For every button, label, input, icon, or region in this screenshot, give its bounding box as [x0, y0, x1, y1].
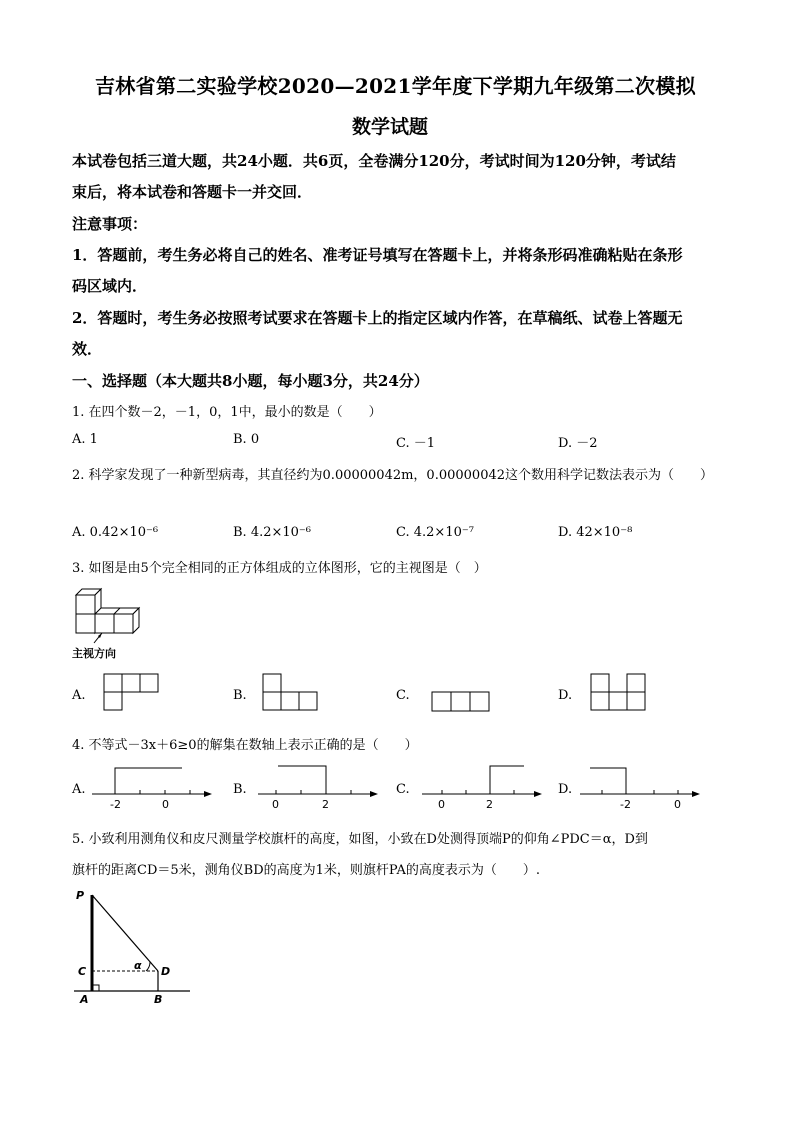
q3-option-d[interactable]: D. [558, 688, 573, 703]
q2-option-d[interactable]: D. 42×10⁻⁸ [558, 525, 633, 540]
q5-label-alpha: α [134, 959, 142, 972]
q4-option-d-numberline [578, 762, 703, 812]
q1-option-b[interactable]: B. 0 [233, 432, 260, 447]
q4-option-b[interactable]: B. [233, 782, 247, 797]
q3-option-b[interactable]: B. [233, 688, 247, 703]
q4-option-b-numberline [256, 762, 381, 812]
q4b-tick-left: 0 [272, 798, 279, 811]
q4a-tick-left: -2 [110, 798, 121, 811]
q5-label-b: B [154, 993, 163, 1006]
notice-2-line-2: 效． [72, 340, 103, 358]
q1-option-d[interactable]: D. －2 [558, 436, 598, 451]
q2-option-c[interactable]: C. 4.2×10⁻⁷ [396, 525, 474, 540]
notice-2-line-1: 2．答题时，考生务必按照考试要求在答题卡上的指定区域内作答，在草稿纸、试卷上答题无 [72, 309, 683, 327]
notice-1-line-2: 码区域内． [72, 277, 148, 295]
q3-option-a[interactable]: A. [72, 688, 86, 703]
section-heading: 一、选择题（本大题共8小题，每小题3分，共24分） [72, 372, 429, 390]
notice-heading: 注意事项： [72, 215, 148, 233]
question-1-stem: 1. 在四个数－2，－1，0，1中，最小的数是（ ） [72, 405, 382, 420]
question-4-stem: 4. 不等式－3x＋6≥0的解集在数轴上表示正确的是（ ） [72, 738, 418, 753]
q5-flagpole-figure [72, 885, 202, 1010]
question-5-stem-line-2: 旗杆的距离CD＝5米，测角仪BD的高度为1米，则旗杆PA的高度表示为（ ）. [72, 863, 540, 878]
question-2-stem: 2. 科学家发现了一种新型病毒，其直径约为0.00000042m，0.00000042这个数用科学记数法表示为（ ） [72, 468, 714, 483]
q5-label-a: A [80, 993, 89, 1006]
q4b-tick-right: 2 [322, 798, 329, 811]
intro-line-2: 束后，将本试卷和答题卡一并交回． [72, 183, 313, 201]
q3-option-d-figure [589, 673, 651, 713]
q3-option-b-figure [261, 673, 321, 713]
q4d-tick-left: -2 [620, 798, 631, 811]
q1-option-c[interactable]: C. －1 [396, 436, 436, 451]
notice-1-line-1: 1．答题前，考生务必将自己的姓名、准考证号填写在答题卡上，并将条形码准确粘贴在条形 [72, 246, 683, 264]
q1-option-a[interactable]: A. 1 [72, 432, 98, 447]
q4d-tick-right: 0 [674, 798, 681, 811]
q4-option-a[interactable]: A. [72, 782, 86, 797]
q4c-tick-left: 0 [438, 798, 445, 811]
q4-option-c-numberline [420, 762, 545, 812]
q3-option-c-figure [430, 673, 492, 713]
q4-option-c[interactable]: C. [396, 782, 410, 797]
q3-option-c[interactable]: C. [396, 688, 410, 703]
q3-figure-label: 主视方向 [72, 647, 116, 660]
q5-label-c: C [78, 965, 87, 978]
q4c-tick-right: 2 [486, 798, 493, 811]
q4a-tick-right: 0 [162, 798, 169, 811]
intro-line-1: 本试卷包括三道大题，共24小题．共6页，全卷满分120分，考试时间为120分钟，考试结 [72, 152, 676, 170]
question-3-stem: 3. 如图是由5个完全相同的正方体组成的立体图形，它的主视图是（ ） [72, 561, 487, 576]
q5-label-p: P [76, 889, 85, 902]
page-subtitle: 数学试题 [352, 116, 429, 138]
q2-option-a[interactable]: A. 0.42×10⁻⁶ [72, 525, 159, 540]
q4-option-a-numberline [90, 762, 215, 812]
q2-option-b[interactable]: B. 4.2×10⁻⁶ [233, 525, 311, 540]
q4-option-d[interactable]: D. [558, 782, 573, 797]
page-title: 吉林省第二实验学校2020—2021学年度下学期九年级第二次模拟 [95, 74, 696, 98]
question-5-stem-line-1: 5. 小致利用测角仪和皮尺测量学校旗杆的高度，如图，小致在D处测得顶端P的仰角∠PDC＝α，D到 [72, 832, 648, 847]
q5-label-d: D [161, 965, 171, 978]
q3-option-a-figure [102, 673, 162, 713]
